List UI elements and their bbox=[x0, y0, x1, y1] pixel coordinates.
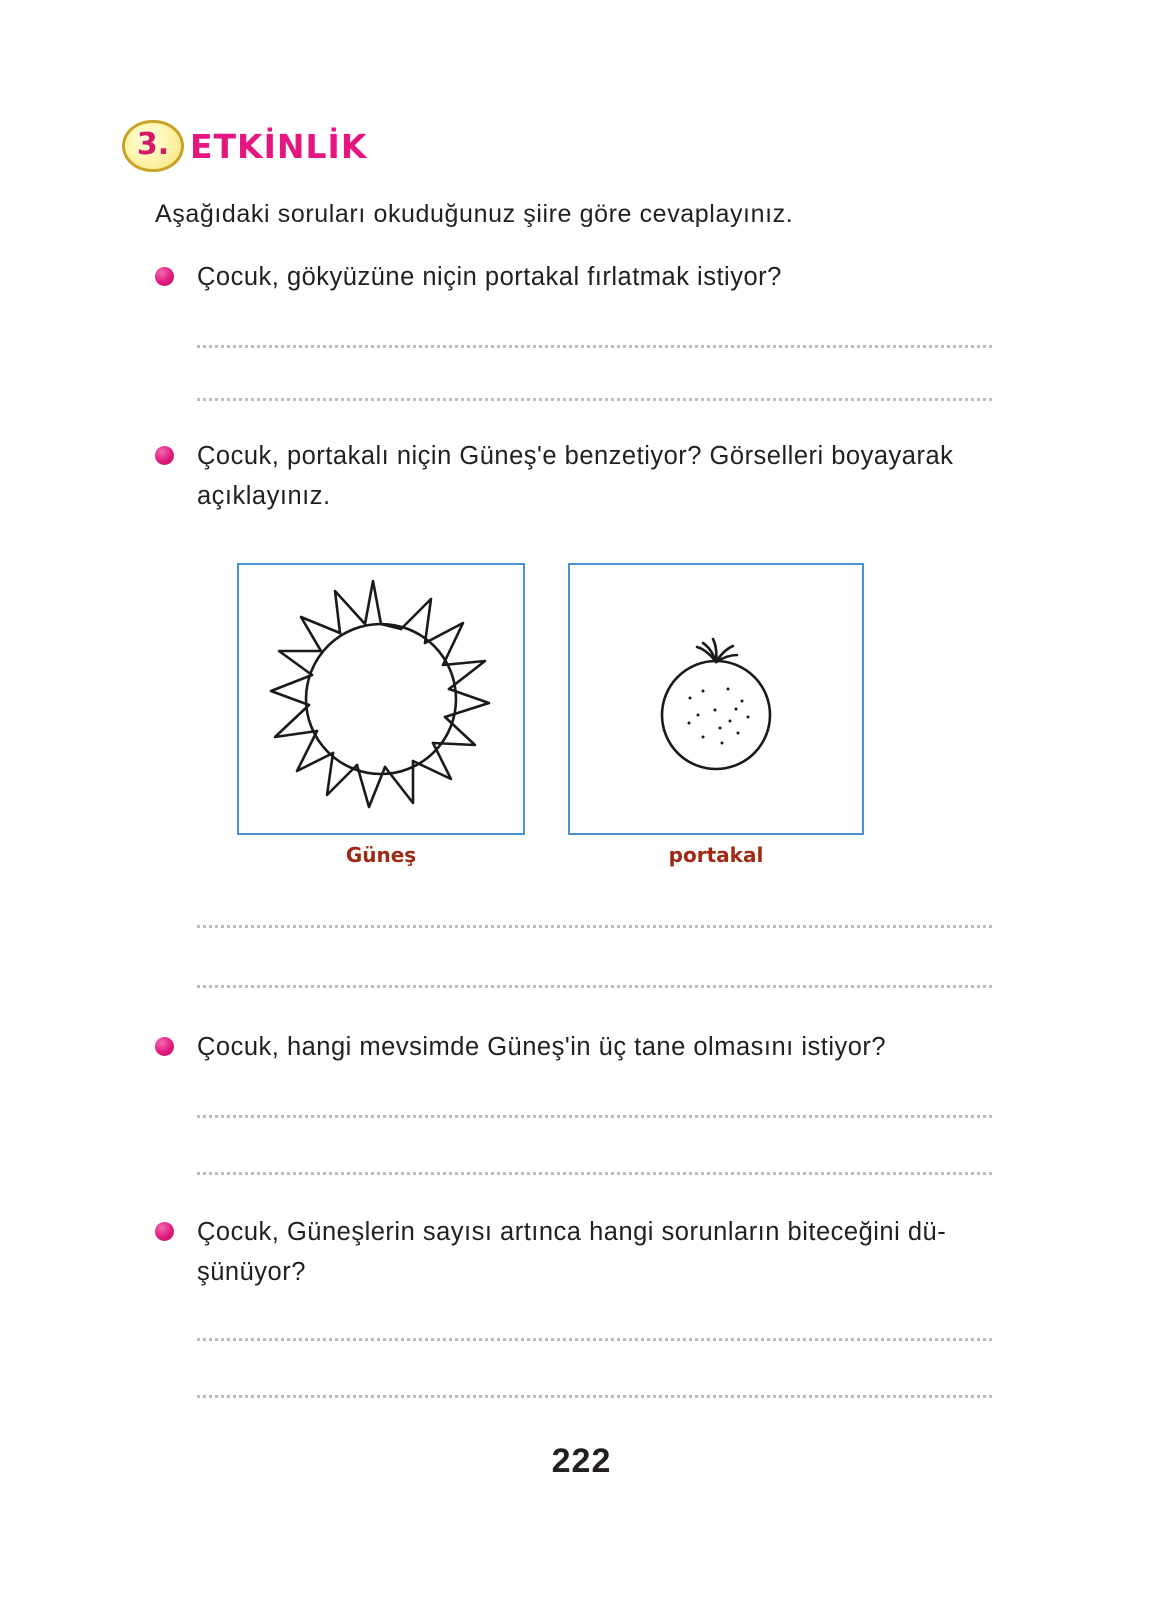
activity-title: ETKİNLİK bbox=[190, 126, 368, 166]
answer-line[interactable] bbox=[197, 398, 992, 401]
page-number: 222 bbox=[551, 1442, 612, 1480]
sun-outline-icon bbox=[239, 565, 523, 833]
question-2 bbox=[197, 437, 1009, 516]
picture-box-sun[interactable] bbox=[237, 563, 525, 835]
question-bullet-icon bbox=[155, 267, 174, 286]
question-1 bbox=[197, 258, 1057, 298]
answer-line[interactable] bbox=[197, 1338, 992, 1341]
activity-number-badge bbox=[122, 120, 184, 172]
activity-header bbox=[122, 118, 367, 174]
question-4 bbox=[197, 1213, 1005, 1292]
question-4-text: Çocuk, Güneşlerin sayısı artınca hangi sorunların biteceğini dü-şünüyor? bbox=[197, 1218, 947, 1286]
orange-fruit-outline-icon bbox=[570, 565, 862, 833]
answer-line[interactable] bbox=[197, 345, 992, 348]
question-3-text: Çocuk, hangi mevsimde Güneş'in üç tane olmasını istiyor? bbox=[197, 1033, 887, 1061]
answer-line[interactable] bbox=[197, 925, 992, 928]
picture-box-orange[interactable] bbox=[568, 563, 864, 835]
question-1-text: Çocuk, gökyüzüne niçin portakal fırlatmak istiyor? bbox=[197, 263, 782, 291]
question-2-text: Çocuk, portakalı niçin Güneş'e benzetiyor? Görselleri boyayarak açıklayınız. bbox=[197, 442, 954, 510]
question-3 bbox=[197, 1028, 1057, 1068]
picture-caption-orange: portakal bbox=[668, 843, 764, 867]
answer-line[interactable] bbox=[197, 1115, 992, 1118]
question-bullet-icon bbox=[155, 446, 174, 465]
answer-line[interactable] bbox=[197, 1172, 992, 1175]
picture-caption-sun: Güneş bbox=[345, 843, 417, 867]
answer-line[interactable] bbox=[197, 1395, 992, 1398]
question-bullet-icon bbox=[155, 1222, 174, 1241]
question-bullet-icon bbox=[155, 1037, 174, 1056]
activity-instruction: Aşağıdaki soruları okuduğunuz şiire göre cevaplayınız. bbox=[155, 200, 794, 228]
activity-number: 3. bbox=[136, 127, 170, 162]
answer-line[interactable] bbox=[197, 985, 992, 988]
